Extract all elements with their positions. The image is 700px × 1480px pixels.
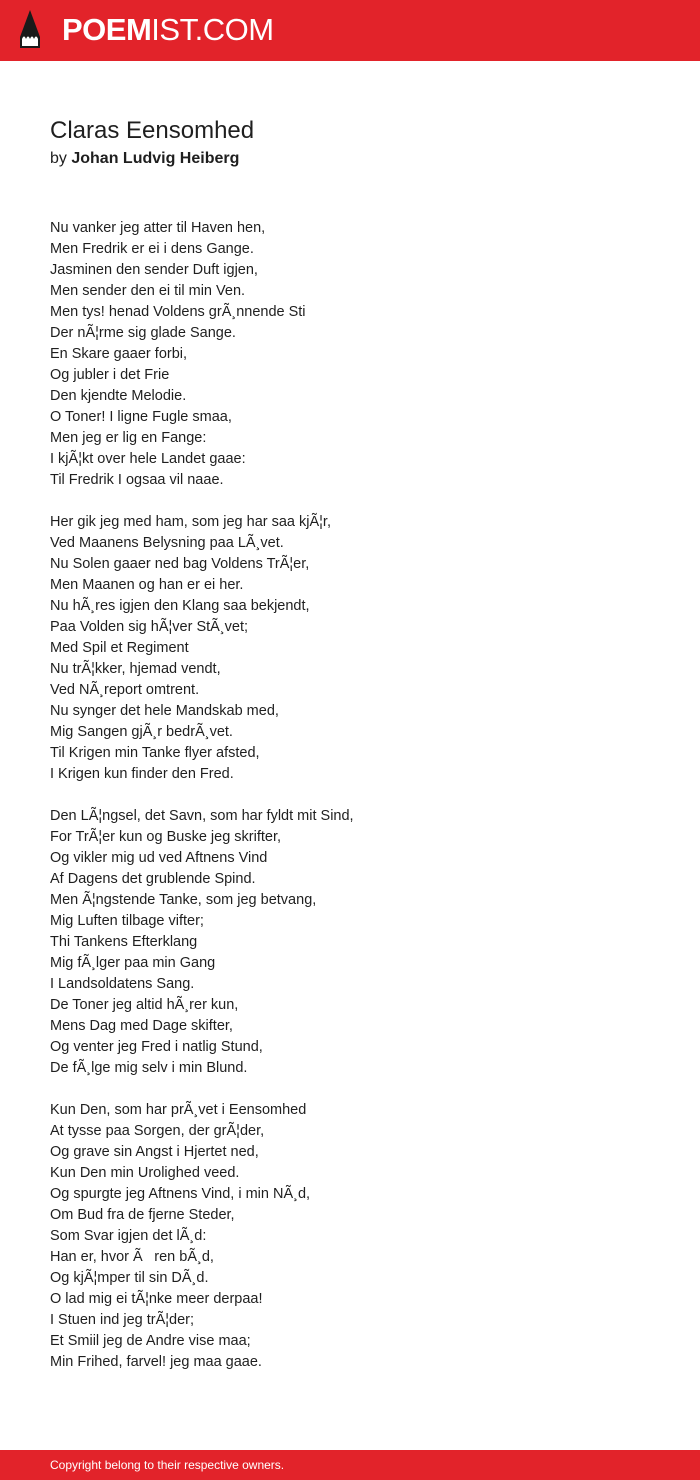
poem-line: Men Maanen og han er ei her. [50,577,244,593]
poem-line: Men Fredrik er ei i dens Gange. [50,241,254,257]
poem-line: Nu synger det hele Mandskab med, [50,703,279,719]
poem-line: En Skare gaaer forbi, [50,346,188,362]
site-header [0,0,700,61]
poem-line: I Landsoldatens Sang. [50,976,195,992]
poem-line: Men Ã¦ngstende Tanke, som jeg betvang, [50,892,317,908]
poem-line: Og kjÃ¦mper til sin DÃ¸d. [50,1270,209,1286]
by-label: by [50,150,67,167]
byline [50,148,239,170]
poem-line: O Toner! I ligne Fugle smaa, [50,409,232,425]
poem-line: Paa Volden sig hÃ¦ver StÃ¸vet; [50,619,249,635]
poem-line: I kjÃ¦kt over hele Landet gaae: [50,451,246,467]
poem-line: Den LÃ¦ngsel, det Savn, som har fyldt mit Sind, [50,808,354,824]
poem-line: Ved Maanens Belysning paa LÃ¸vet. [50,535,284,551]
logo-bold-text: POEM [62,12,152,47]
poem-line: Af Dagens det grublende Spind. [50,871,256,887]
poem-line: Som Svar igjen det lÃ¸d: [50,1228,207,1244]
stanza [50,1100,680,1373]
logo-light-text: IST.COM [151,12,274,47]
poem-line: I Krigen kun finder den Fred. [50,766,234,782]
poem-line: Han er, hvor Ãren bÃ¸d, [50,1249,214,1265]
poem-line: Ved NÃ¸report omtrent. [50,682,200,698]
poem-line: Til Krigen min Tanke flyer afsted, [50,745,260,761]
poem-line: Nu Solen gaaer ned bag Voldens TrÃ¦er, [50,556,310,572]
poem-line: Kun Den, som har prÃ¸vet i Eensomhed [50,1102,307,1118]
copyright-text: Copyright belong to their respective owners. [50,1458,285,1472]
poem-body [50,218,680,1394]
poem-line: De Toner jeg altid hÃ¸rer kun, [50,997,239,1013]
poem-line: Thi Tankens Efterklang [50,934,198,950]
poem-line: Med Spil et Regiment [50,640,189,656]
poem-line: Et Smiil jeg de Andre vise maa; [50,1333,251,1349]
poem-line: Nu trÃ¦kker, hjemad vendt, [50,661,221,677]
poem-line: Mens Dag med Dage skifter, [50,1018,233,1034]
poem-line: Mig Sangen gjÃ¸r bedrÃ¸vet. [50,724,233,740]
poem-line: Min Frihed, farvel! jeg maa gaae. [50,1354,262,1370]
poem-line: Men tys! henad Voldens grÃ¸nnende Sti [50,304,306,320]
poem-line: Nu hÃ¸res igjen den Klang saa bekjendt, [50,598,310,614]
poem-line: I Stuen ind jeg trÃ¦der; [50,1312,195,1328]
poem-line: De fÃ¸lge mig selv i min Blund. [50,1060,248,1076]
poem-line: Der nÃ¦rme sig glade Sange. [50,325,236,341]
poem-line: Mig Luften tilbage vifter; [50,913,204,929]
poem-line: Og venter jeg Fred i natlig Stund, [50,1039,263,1055]
poem-line: Mig fÃ¸lger paa min Gang [50,955,216,971]
poem-title: Claras Eensomhed [50,117,255,144]
poem-line: Til Fredrik I ogsaa vil naae. [50,472,224,488]
poem-line: Og vikler mig ud ved Aftnens Vind [50,850,268,866]
poem-line: Om Bud fra de fjerne Steder, [50,1207,235,1223]
poem-line: Den kjendte Melodie. [50,388,187,404]
poem-line: Og grave sin Angst i Hjertet ned, [50,1144,259,1160]
stanza [50,218,680,491]
stanza [50,806,680,1079]
poem-line: Kun Den min Urolighed veed. [50,1165,240,1181]
poem-line: Her gik jeg med ham, som jeg har saa kjÃ¦r, [50,514,331,530]
poem-line: For TrÃ¦er kun og Buske jeg skrifter, [50,829,282,845]
poem-line: Og jubler i det Frie [50,367,170,383]
site-logo[interactable] [62,12,274,48]
author-name: Johan Ludvig Heiberg [71,150,240,167]
poem-line: Nu vanker jeg atter til Haven hen, [50,220,266,236]
poem-line: At tysse paa Sorgen, der grÃ¦der, [50,1123,265,1139]
poem-line: Og spurgte jeg Aftnens Vind, i min NÃ¸d, [50,1186,311,1202]
site-footer [0,1450,700,1480]
poem-line: Men sender den ei til min Ven. [50,283,246,299]
pencil-tip-icon [18,9,42,51]
poem-line: Jasminen den sender Duft igjen, [50,262,258,278]
poem-line: O lad mig ei tÃ¦nke meer derpaa! [50,1291,263,1307]
poem-line: Men jeg er lig en Fange: [50,430,207,446]
stanza [50,512,680,785]
